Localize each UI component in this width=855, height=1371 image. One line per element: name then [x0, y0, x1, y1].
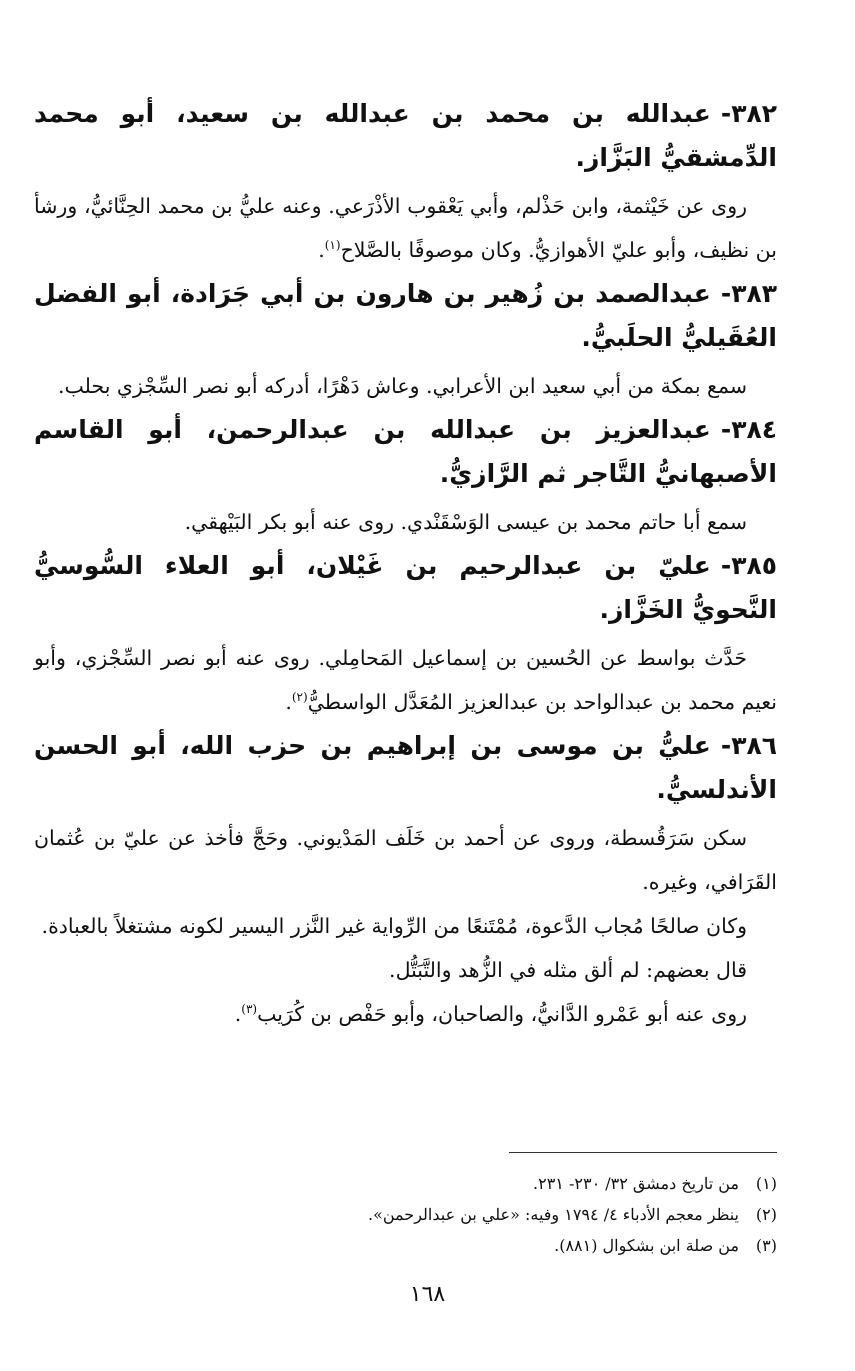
- entry-383: [34, 272, 777, 408]
- entry-heading: [34, 272, 777, 360]
- entry-paragraph: [34, 816, 777, 904]
- entry-385: [34, 544, 777, 724]
- entry-number: ٣٨٣-: [720, 279, 777, 308]
- footnote-divider: [509, 1152, 777, 1153]
- entry-paragraph: [34, 184, 777, 272]
- entries: [34, 92, 777, 1036]
- entry-paragraph: [34, 948, 777, 992]
- footnote-text: من صلة ابن بشكوال (٨٨١).: [554, 1236, 739, 1255]
- entry-paragraph: [34, 904, 777, 948]
- paragraph-text: قال بعضهم: لم ألق مثله في الزُّهد والتَّبَتُّل.: [389, 958, 747, 982]
- entry-382: [34, 92, 777, 272]
- paragraph-text: وكان صالحًا مُجاب الدَّعوة، مُمْتَنعًا من الرِّواية غير النَّزر اليسير لكونه مشتغلاً بالعبادة.: [41, 914, 747, 938]
- paragraph-text: سمع بمكة من أبي سعيد ابن الأعرابي. وعاش دَهْرًا، أدركه أبو نصر السِّجْزي بحلب.: [58, 374, 747, 398]
- paragraph-text: روى عنه أبو عَمْرو الدَّانيُّ، والصاحبان، وأبو حَفْص بن كُرَيب: [257, 1002, 747, 1026]
- paragraph-end: .: [318, 238, 325, 262]
- entry-title: عبدالله بن محمد بن عبدالله بن سعيد، أبو محمد الدِّمشقيُّ البَزَّاز.: [34, 99, 777, 172]
- paragraph-text: حَدَّث بواسط عن الحُسين بن إسماعيل المَحامِلي. روى عنه أبو نصر السِّجْزي، وأبو نعيم محمد بن عبدالواحد بن عبدالعزيز المُعَدَّل الواسطيُّ: [34, 646, 777, 714]
- page-number: ١٦٨: [409, 1282, 446, 1307]
- footnote-text: من تاريخ دمشق ٣٢/ ٢٣٠- ٢٣١.: [533, 1174, 739, 1193]
- paragraph-text: سمع أبا حاتم محمد بن عيسى الوَسْقَنْدي. روى عنه أبو بكر البَيْهقي.: [184, 510, 747, 534]
- entry-heading: [34, 724, 777, 812]
- entry-heading: [34, 408, 777, 496]
- paragraph-text: سكن سَرَقُسطة، وروى عن أحمد بن خَلَف المَدْيوني. وحَجَّ فأخذ عن عليّ بن عُثمان القَرَافي، وغيره.: [34, 826, 777, 894]
- entry-number: ٣٨٥-: [720, 551, 777, 580]
- entry-paragraph: [34, 500, 777, 544]
- footnotes: [37, 1168, 777, 1261]
- entry-title: عليّ بن عبدالرحيم بن غَيْلان، أبو العلاء السُّوسيُّ النَّحويُّ الخَزَّاز.: [34, 551, 777, 624]
- footnote-item: [37, 1230, 777, 1261]
- entry-number: ٣٨٤-: [720, 415, 777, 444]
- footnote-number: (٣): [755, 1236, 777, 1255]
- footnote-ref: (٣): [241, 1002, 258, 1017]
- entry-heading: [34, 544, 777, 632]
- footnote-ref: (١): [324, 238, 341, 253]
- entry-paragraph: [34, 364, 777, 408]
- entry-number: ٣٨٦-: [720, 731, 777, 760]
- footnote-number: (٢): [755, 1205, 777, 1224]
- entry-title: عبدالعزيز بن عبدالله بن عبدالرحمن، أبو القاسم الأصبهانيُّ التَّاجر ثم الرَّازيُّ.: [34, 415, 777, 488]
- entry-384: [34, 408, 777, 544]
- footnote-text: ينظر معجم الأدباء ٤/ ١٧٩٤ وفيه: «علي بن عبدالرحمن».: [368, 1205, 739, 1224]
- footnote-item: [37, 1168, 777, 1199]
- paragraph-text: روى عن خَيْثمة، وابن حَذْلم، وأبي يَعْقوب الأذْرَعي. وعنه عليُّ بن محمد الحِنَّائيُّ، ورشأ بن نظيف، وأبو عليّ الأهوازيُّ. وكان موصوفًا بالصَّلاح: [34, 194, 777, 262]
- entry-title: عبدالصمد بن زُهير بن هارون بن أبي جَرَادة، أبو الفضل العُقَيليُّ الحلَبيُّ.: [34, 279, 777, 352]
- entry-heading: [34, 92, 777, 180]
- entry-386: [34, 724, 777, 1036]
- footnote-item: [37, 1199, 777, 1230]
- entry-title: عليُّ بن موسى بن إبراهيم بن حزب الله، أبو الحسن الأندلسيُّ.: [34, 731, 777, 804]
- entry-paragraph: [34, 992, 777, 1036]
- entry-number: ٣٨٢-: [720, 99, 777, 128]
- paragraph-end: .: [234, 1002, 242, 1026]
- footnote-ref: (٢): [291, 690, 308, 705]
- paragraph-end: .: [285, 690, 292, 714]
- footnote-number: (١): [755, 1174, 777, 1193]
- entry-paragraph: [34, 636, 777, 724]
